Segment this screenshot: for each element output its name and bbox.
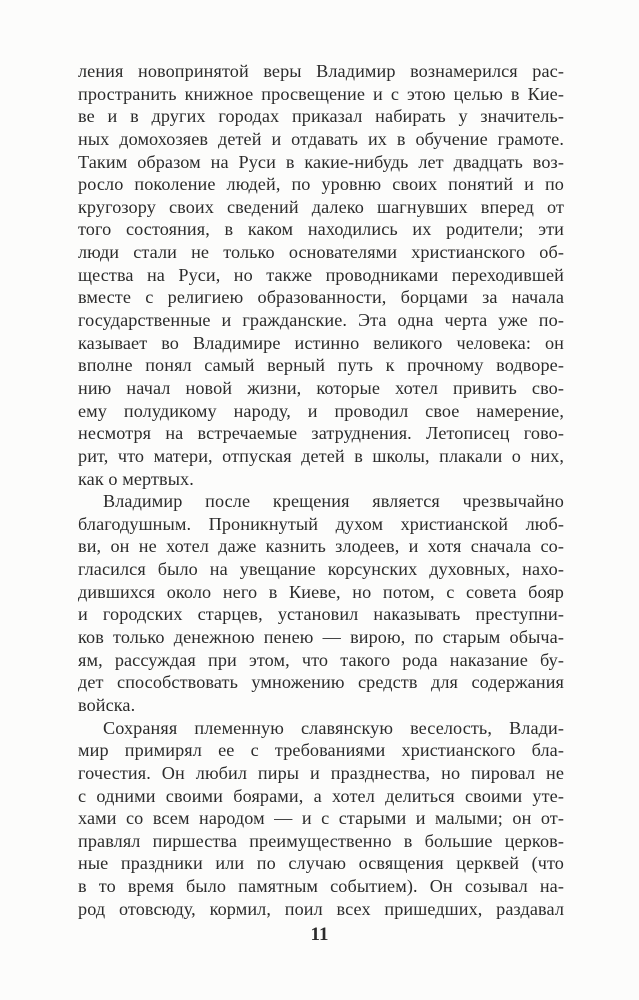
text-line: как о мертвых. xyxy=(78,468,194,489)
text-line: род отовсюду, кормил, поил всех пришедших, раздавал xyxy=(78,898,564,919)
text-line: хами со всем народом — и с старыми и малыми; он от- xyxy=(78,808,564,829)
text-line: ви, он не хотел даже казнить злодеев, и хотя сначала со- xyxy=(78,536,564,557)
text-line: ему полудикому народу, и проводил свое намерение, xyxy=(78,400,564,421)
text-line: щества на Руси, но также проводниками переходившей xyxy=(78,264,564,285)
text-line: вместе с религиею образованности, борцами за начала xyxy=(78,287,564,308)
text-line: в то время было памятным событием). Он созывал на- xyxy=(78,876,564,897)
text-line: мир примирял ее с требованиями христианского бла- xyxy=(78,740,564,761)
page-number: 11 xyxy=(310,924,329,945)
text-line: рит, что матери, отпуская детей в школы, плакали о них, xyxy=(78,445,564,466)
text-line: гочестия. Он любил пиры и празднества, но пировал не xyxy=(78,762,564,783)
paragraph xyxy=(78,490,564,716)
text-line: Сохраняя племенную славянскую веселость, Влади- xyxy=(103,717,564,738)
paragraph xyxy=(78,60,564,490)
text-line: казывает во Владимире истинно великого человека: он xyxy=(78,332,564,353)
text-line: дет способствовать умножению средств для содержания xyxy=(78,672,564,693)
text-line: вполне понял самый верный путь к прочному водворе- xyxy=(78,355,564,376)
text-line: и городских старцев, установил наказывать преступни- xyxy=(78,604,564,625)
text-line: Таким образом на Руси в какие-нибудь лет двадцать воз- xyxy=(78,151,564,172)
text-line: кругозору своих сведений далеко шагнувших вперед от xyxy=(78,196,564,217)
body-text xyxy=(78,60,564,920)
text-line: росло поколение людей, по уровню своих понятий и по xyxy=(78,174,564,195)
text-line: с одними своими боярами, а хотел делиться своими уте- xyxy=(78,785,564,806)
text-line: ков только денежною пенею — вирою, по старым обыча- xyxy=(78,627,564,648)
text-line: благодушным. Проникнутый духом христианской люб- xyxy=(78,513,564,534)
text-line: ных домохозяев детей и отдавать их в обучение грамоте. xyxy=(78,128,564,149)
text-line: ления новопринятой веры Владимир вознамерился рас- xyxy=(78,61,564,81)
text-line: ве и в других городах приказал набирать у значитель- xyxy=(78,106,564,127)
paragraph xyxy=(78,717,564,921)
text-line: правлял пиршества преимущественно в большие церков- xyxy=(78,830,564,851)
text-line: гласился было на увещание корсунских духовных, нахо- xyxy=(78,559,564,580)
text-line: войска. xyxy=(78,694,136,715)
text-line: того состояния, в каком находились их родители; эти xyxy=(78,219,564,240)
text-line: ные праздники или по случаю освящения церквей (что xyxy=(78,853,564,874)
text-line: дившихся около него в Киеве, но потом, с совета бояр xyxy=(78,581,564,602)
text-line: нию начал новой жизни, которые хотел привить сво- xyxy=(78,377,564,398)
text-line: государственные и гражданские. Эта одна черта уже по- xyxy=(78,310,564,331)
text-line: Владимир после крещения является чрезвычайно xyxy=(103,491,564,512)
text-line: несмотря на встречаемые затруднения. Летописец гово- xyxy=(78,423,564,444)
text-line: пространить книжное просвещение и с этою целью в Кие- xyxy=(78,83,564,104)
text-line: люди стали не только основателями христианского об- xyxy=(78,242,564,263)
text-line: ям, рассуждая при этом, что такого рода наказание бу- xyxy=(78,649,564,670)
